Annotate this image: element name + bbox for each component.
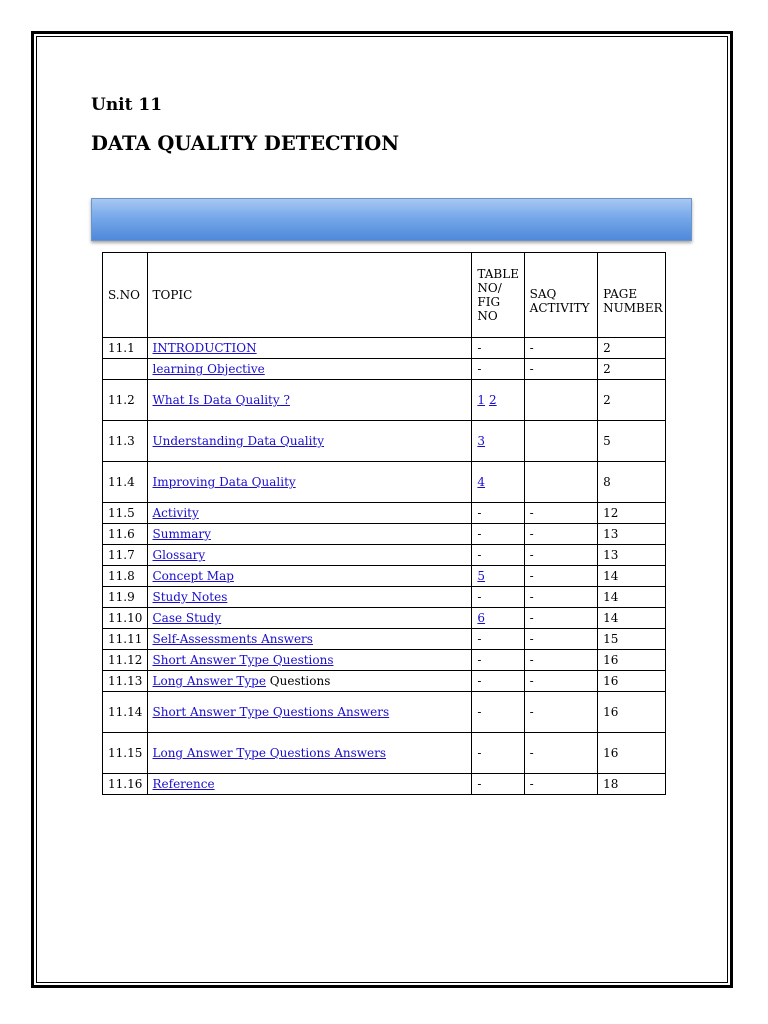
cell-sno: 11.1: [103, 338, 148, 359]
cell-page-number: 12: [598, 503, 666, 524]
figure-link[interactable]: 3: [477, 434, 486, 448]
cell-sno: 11.8: [103, 566, 148, 587]
cell-table-fig-no: [472, 566, 524, 587]
table-row: [103, 359, 666, 380]
cell-table-fig-no: [472, 359, 524, 380]
topic-link[interactable]: Reference: [152, 777, 215, 791]
header-saq-activity: [524, 253, 597, 338]
contents-table: [102, 252, 666, 795]
cell-page-number: 16: [598, 650, 666, 671]
table-row: [103, 587, 666, 608]
fig-placeholder: -: [477, 632, 482, 646]
topic-link[interactable]: What Is Data Quality ?: [152, 393, 290, 407]
table-row: [103, 503, 666, 524]
cell-topic: [147, 380, 472, 421]
cell-page-number: 2: [598, 380, 666, 421]
cell-topic: [147, 462, 472, 503]
table-row: [103, 650, 666, 671]
cell-table-fig-no: [472, 587, 524, 608]
cell-sno: 11.4: [103, 462, 148, 503]
cell-page-number: 14: [598, 566, 666, 587]
unit-label: Unit 11: [91, 95, 163, 115]
fig-placeholder: -: [477, 653, 482, 667]
table-header-row: [103, 253, 666, 338]
topic-link[interactable]: Short Answer Type Questions: [152, 653, 334, 667]
topic-link[interactable]: Understanding Data Quality: [152, 434, 325, 448]
cell-saq-activity: [524, 462, 597, 503]
topic-link[interactable]: Self-Assessments Answers: [152, 632, 313, 646]
cell-page-number: 16: [598, 692, 666, 733]
cell-saq-activity: -: [524, 587, 597, 608]
cell-table-fig-no: [472, 338, 524, 359]
topic-link[interactable]: Summary: [152, 527, 211, 541]
table-row: [103, 462, 666, 503]
cell-saq-activity: -: [524, 774, 597, 795]
fig-placeholder: -: [477, 362, 482, 376]
cell-page-number: 14: [598, 587, 666, 608]
cell-topic: [147, 671, 472, 692]
cell-topic: [147, 503, 472, 524]
cell-table-fig-no: [472, 733, 524, 774]
cell-table-fig-no: [472, 608, 524, 629]
cell-table-fig-no: [472, 774, 524, 795]
cell-table-fig-no: [472, 503, 524, 524]
cell-saq-activity: -: [524, 338, 597, 359]
figure-link[interactable]: 5: [477, 569, 486, 583]
cell-page-number: 13: [598, 524, 666, 545]
table-row: [103, 774, 666, 795]
cell-saq-activity: -: [524, 503, 597, 524]
cell-topic: [147, 587, 472, 608]
cell-saq-activity: -: [524, 671, 597, 692]
header-table-fig-no: [472, 253, 524, 338]
cell-table-fig-no: [472, 545, 524, 566]
cell-topic: [147, 629, 472, 650]
cell-topic: [147, 566, 472, 587]
topic-link[interactable]: Long Answer Type: [152, 674, 266, 688]
cell-sno: 11.12: [103, 650, 148, 671]
header-saq-line: ACTIVITY: [529, 301, 590, 315]
topic-link[interactable]: INTRODUCTION: [152, 341, 257, 355]
fig-placeholder: -: [477, 674, 482, 688]
cell-sno: 11.7: [103, 545, 148, 566]
cell-topic: [147, 650, 472, 671]
figure-link[interactable]: 2: [489, 393, 497, 407]
cell-table-fig-no: [472, 524, 524, 545]
cell-page-number: 8: [598, 462, 666, 503]
figure-link[interactable]: 6: [477, 611, 486, 625]
table-row: [103, 608, 666, 629]
header-sno: S.NO: [103, 253, 148, 338]
cell-sno: [103, 359, 148, 380]
cell-page-number: 14: [598, 608, 666, 629]
cell-topic: [147, 359, 472, 380]
topic-link[interactable]: Concept Map: [152, 569, 234, 583]
cell-sno: 11.9: [103, 587, 148, 608]
fig-placeholder: -: [477, 548, 482, 562]
table-row: [103, 338, 666, 359]
cell-topic: [147, 545, 472, 566]
cell-saq-activity: -: [524, 629, 597, 650]
header-topic: TOPIC: [147, 253, 472, 338]
cell-saq-activity: [524, 421, 597, 462]
cell-table-fig-no: [472, 421, 524, 462]
cell-sno: 11.2: [103, 380, 148, 421]
cell-table-fig-no: [472, 629, 524, 650]
fig-placeholder: -: [477, 506, 482, 520]
cell-page-number: 16: [598, 671, 666, 692]
cell-page-number: 5: [598, 421, 666, 462]
cell-saq-activity: -: [524, 524, 597, 545]
topic-link[interactable]: Activity: [152, 506, 199, 520]
cell-saq-activity: -: [524, 359, 597, 380]
header-page-line: NUMBER: [603, 301, 663, 315]
figure-link[interactable]: 1: [477, 393, 486, 407]
topic-link[interactable]: Long Answer Type Questions Answers: [152, 746, 387, 760]
fig-placeholder: -: [477, 705, 482, 719]
table-row: [103, 733, 666, 774]
cell-saq-activity: -: [524, 650, 597, 671]
blue-banner-bar: [91, 198, 692, 241]
table-row: [103, 380, 666, 421]
fig-placeholder: -: [477, 341, 482, 355]
cell-table-fig-no: [472, 462, 524, 503]
cell-topic: [147, 338, 472, 359]
topic-suffix-text: Questions: [265, 674, 331, 688]
fig-placeholder: -: [477, 527, 482, 541]
figure-link[interactable]: 4: [477, 475, 486, 489]
cell-topic: [147, 692, 472, 733]
header-table-fig-line: FIG: [477, 295, 501, 309]
cell-table-fig-no: [472, 380, 524, 421]
table-row: [103, 545, 666, 566]
cell-sno: 11.16: [103, 774, 148, 795]
cell-saq-activity: -: [524, 566, 597, 587]
header-page-line: PAGE: [603, 287, 638, 301]
cell-sno: 11.3: [103, 421, 148, 462]
cell-sno: 11.11: [103, 629, 148, 650]
cell-sno: 11.10: [103, 608, 148, 629]
cell-page-number: 2: [598, 359, 666, 380]
topic-link[interactable]: Glossary: [152, 548, 206, 562]
topic-link[interactable]: Study Notes: [152, 590, 228, 604]
cell-saq-activity: -: [524, 545, 597, 566]
cell-sno: 11.6: [103, 524, 148, 545]
header-table-fig-line: NO/: [477, 281, 502, 295]
table-row: [103, 671, 666, 692]
fig-placeholder: -: [477, 777, 482, 791]
table-row: [103, 692, 666, 733]
cell-table-fig-no: [472, 692, 524, 733]
fig-placeholder: -: [477, 746, 482, 760]
cell-topic: [147, 524, 472, 545]
header-saq-line: SAQ: [529, 287, 557, 301]
topic-link[interactable]: Case Study: [152, 611, 222, 625]
cell-sno: 11.5: [103, 503, 148, 524]
header-table-fig-line: TABLE: [477, 267, 519, 281]
cell-topic: [147, 733, 472, 774]
cell-page-number: 18: [598, 774, 666, 795]
topic-link[interactable]: Short Answer Type Questions Answers: [152, 705, 390, 719]
fig-placeholder: -: [477, 590, 482, 604]
cell-topic: [147, 608, 472, 629]
cell-saq-activity: -: [524, 733, 597, 774]
table-row: [103, 566, 666, 587]
cell-page-number: 15: [598, 629, 666, 650]
cell-sno: 11.15: [103, 733, 148, 774]
cell-saq-activity: -: [524, 692, 597, 733]
page-title: DATA QUALITY DETECTION: [91, 132, 400, 155]
cell-saq-activity: [524, 380, 597, 421]
cell-topic: [147, 774, 472, 795]
cell-sno: 11.14: [103, 692, 148, 733]
table-row: [103, 629, 666, 650]
cell-saq-activity: -: [524, 608, 597, 629]
header-page-number: [598, 253, 666, 338]
cell-page-number: 2: [598, 338, 666, 359]
cell-topic: [147, 421, 472, 462]
topic-link[interactable]: learning Objective: [152, 362, 265, 376]
table-row: [103, 421, 666, 462]
cell-sno: 11.13: [103, 671, 148, 692]
cell-table-fig-no: [472, 650, 524, 671]
topic-link[interactable]: Improving Data Quality: [152, 475, 296, 489]
header-table-fig-line: NO: [477, 309, 498, 323]
table-row: [103, 524, 666, 545]
cell-page-number: 16: [598, 733, 666, 774]
cell-page-number: 13: [598, 545, 666, 566]
cell-table-fig-no: [472, 671, 524, 692]
